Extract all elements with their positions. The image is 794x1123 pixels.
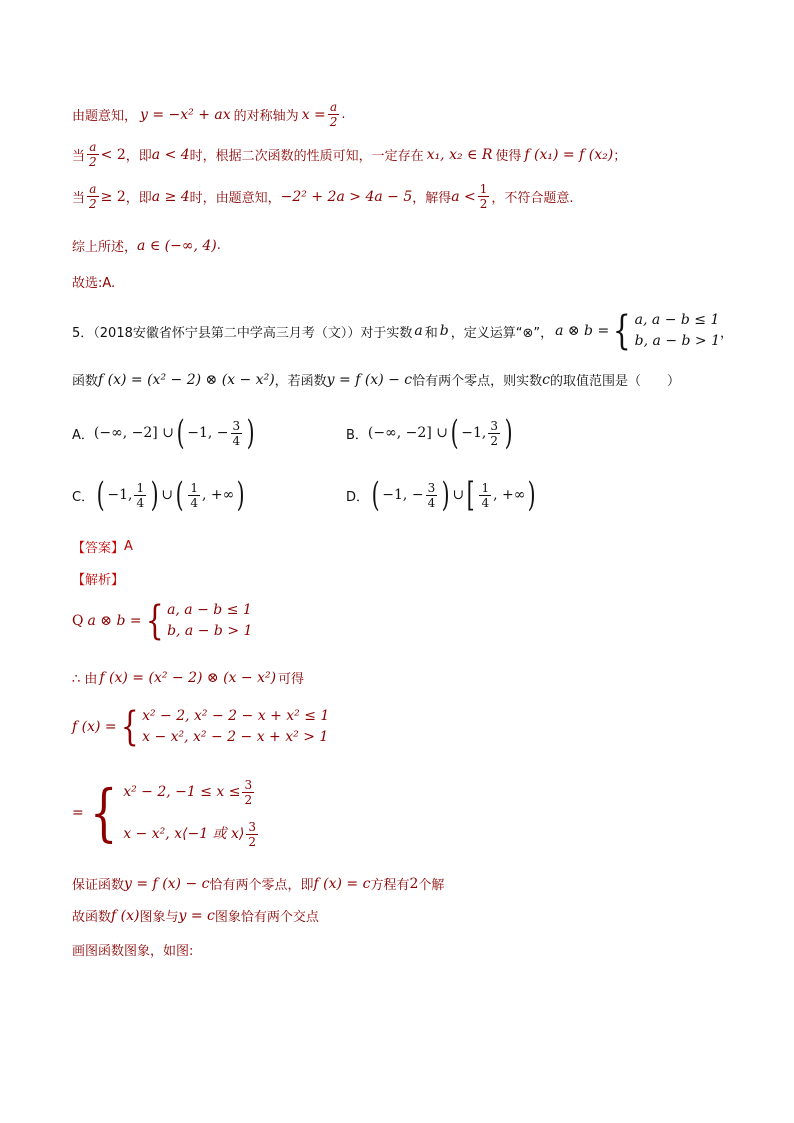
text: 故函数 bbox=[72, 910, 112, 925]
denominator: 4 bbox=[232, 433, 241, 448]
numerator: 1 bbox=[479, 182, 488, 196]
answer-line bbox=[72, 537, 133, 556]
text: . bbox=[216, 238, 221, 253]
math: −1, bbox=[107, 487, 133, 503]
math: x₁, x₂ ∈ R bbox=[426, 146, 493, 163]
option-d[interactable] bbox=[346, 475, 539, 515]
math: , +∞ bbox=[201, 487, 235, 503]
because-symbol: Q bbox=[72, 613, 84, 629]
numerator: 3 bbox=[427, 480, 436, 495]
denominator: 2 bbox=[490, 433, 498, 448]
case: b, a − b > 1 bbox=[167, 623, 253, 639]
case bbox=[123, 774, 260, 810]
option-a[interactable] bbox=[72, 413, 257, 453]
fraction bbox=[134, 481, 146, 510]
math: a bbox=[414, 323, 423, 339]
math: ∪ bbox=[452, 487, 465, 503]
denominator: 4 bbox=[190, 495, 198, 510]
denominator: 2 bbox=[89, 155, 97, 169]
case: x − x², x² − 2 − x + x² > 1 bbox=[142, 729, 329, 745]
text: 的对称轴为 bbox=[233, 109, 299, 124]
text: 和 bbox=[424, 325, 438, 341]
option-label: D． bbox=[346, 489, 370, 505]
paren: ) bbox=[246, 413, 255, 453]
text: 的取值范围是（ ） bbox=[550, 374, 681, 389]
analysis-piecewise bbox=[72, 706, 329, 748]
option-b[interactable] bbox=[346, 413, 515, 453]
text: 方程有 bbox=[370, 878, 410, 893]
line-axis-of-symmetry bbox=[72, 100, 346, 129]
math: −1, − bbox=[382, 487, 424, 503]
numerator: a bbox=[89, 182, 97, 196]
analysis-p2 bbox=[72, 906, 319, 925]
text: ， bbox=[720, 325, 734, 341]
math: (−∞, −2] ∪ bbox=[93, 425, 174, 441]
math: a ∈ (−∞, 4) bbox=[137, 237, 217, 254]
math: b bbox=[439, 323, 449, 339]
line-conclusion bbox=[72, 236, 221, 255]
numerator: a bbox=[330, 100, 338, 114]
answer-label: 【答案】 bbox=[72, 541, 125, 556]
denominator: 2 bbox=[248, 834, 257, 849]
numerator: 1 bbox=[136, 480, 145, 495]
paren: ) bbox=[504, 413, 513, 453]
math: f (x) = c bbox=[313, 875, 371, 892]
line-choice bbox=[72, 272, 115, 291]
math: x² − 2, −1 ≤ x ≤ bbox=[123, 784, 241, 800]
analysis-p3 bbox=[72, 940, 193, 959]
question-stem bbox=[72, 310, 733, 352]
fraction bbox=[242, 778, 254, 807]
paren: ( bbox=[96, 475, 105, 515]
option-label: A． bbox=[72, 427, 94, 443]
text: 恰有两个零点，则实数 bbox=[412, 374, 543, 389]
text: 时，根据二次函数的性质可知，一定存在 bbox=[189, 149, 424, 164]
text: 函数 bbox=[72, 374, 99, 389]
math: a ⊗ b = bbox=[555, 323, 610, 339]
line-case-less bbox=[72, 140, 626, 169]
math: a < 4 bbox=[151, 146, 190, 163]
fraction bbox=[328, 100, 340, 129]
fraction bbox=[87, 140, 99, 169]
numerator: a bbox=[89, 140, 97, 154]
brace: { bbox=[120, 704, 139, 750]
denominator: 4 bbox=[427, 495, 436, 510]
math: −1, bbox=[461, 425, 487, 441]
cases bbox=[635, 310, 720, 352]
math: −1, − bbox=[187, 425, 229, 441]
denominator: 4 bbox=[136, 495, 145, 510]
case bbox=[123, 816, 260, 852]
math: , +∞ bbox=[493, 487, 526, 503]
fraction bbox=[87, 182, 99, 211]
text: 当 bbox=[72, 191, 86, 206]
math: c bbox=[542, 371, 550, 388]
fraction bbox=[488, 419, 500, 448]
brace: { bbox=[145, 598, 164, 644]
text: 综上所述， bbox=[72, 240, 138, 255]
math: (−∞, −2] ∪ bbox=[367, 425, 448, 441]
numerator: 3 bbox=[490, 418, 498, 433]
math: a < bbox=[451, 188, 476, 205]
math: a ≥ 4 bbox=[151, 188, 190, 205]
fraction bbox=[478, 182, 490, 211]
case: b, a − b > 1 bbox=[634, 333, 720, 349]
math: f (x₁) = f (x₂) bbox=[524, 146, 614, 163]
numerator: 3 bbox=[244, 777, 253, 792]
text: ，不符合题意. bbox=[491, 191, 574, 206]
analysis-simplified bbox=[72, 774, 260, 852]
paren: ( bbox=[371, 475, 380, 515]
option-label: B． bbox=[346, 427, 368, 443]
option-c[interactable] bbox=[72, 475, 248, 515]
denominator: 2 bbox=[89, 197, 97, 211]
fraction bbox=[188, 481, 200, 510]
cases bbox=[123, 774, 260, 852]
fraction bbox=[426, 481, 438, 510]
cases bbox=[167, 600, 252, 642]
denominator: 2 bbox=[479, 197, 488, 211]
numerator: 3 bbox=[232, 418, 241, 433]
numerator: 3 bbox=[248, 819, 257, 834]
question-source: 5．（2018安徽省怀宁县第二中学高三月考（文））对于实数 bbox=[72, 325, 413, 341]
analysis-p1 bbox=[72, 874, 444, 893]
text: ，定义运算“⊗”， bbox=[450, 325, 554, 341]
analysis-heading bbox=[72, 569, 124, 588]
text: ，若函数 bbox=[274, 374, 327, 389]
text: 可得 bbox=[278, 672, 305, 687]
text: 画图函数图象，如图: bbox=[72, 944, 194, 959]
math: f (x) = (x² − 2) ⊗ (x − x²) bbox=[99, 669, 277, 686]
paren: ) bbox=[236, 475, 245, 515]
math: 2 bbox=[409, 875, 419, 892]
math: ≥ 2 bbox=[100, 188, 126, 205]
cases bbox=[142, 706, 329, 748]
text: 当 bbox=[72, 149, 86, 164]
text: ∴ 由 bbox=[72, 672, 98, 687]
analysis-definition bbox=[72, 600, 252, 642]
question-stem-2 bbox=[72, 370, 680, 389]
math: < 2 bbox=[100, 146, 126, 163]
case: a, a − b ≤ 1 bbox=[167, 602, 252, 618]
math: y = c bbox=[178, 907, 215, 924]
text: 保证函数 bbox=[72, 878, 125, 893]
math: y = −x² + ax bbox=[140, 106, 231, 123]
paren: ) bbox=[441, 475, 450, 515]
paren: [ bbox=[466, 475, 475, 515]
text: 时，由题意知， bbox=[189, 191, 281, 206]
math: a ⊗ b = bbox=[87, 613, 142, 629]
paren: ( bbox=[175, 475, 184, 515]
brace: { bbox=[89, 776, 118, 849]
equals: = bbox=[72, 805, 84, 821]
text: ，即 bbox=[125, 149, 152, 164]
text: 故选:A. bbox=[72, 276, 116, 291]
brace: { bbox=[613, 308, 631, 354]
text: 由题意知， bbox=[72, 109, 138, 124]
text: 个解 bbox=[418, 878, 445, 893]
numerator: 1 bbox=[190, 480, 198, 495]
denominator: 2 bbox=[244, 792, 253, 807]
math: f (x) = (x² − 2) ⊗ (x − x²) bbox=[98, 371, 275, 388]
text: 恰有两个零点，即 bbox=[209, 878, 314, 893]
math: f (x) = bbox=[72, 719, 117, 735]
case: x² − 2, x² − 2 − x + x² ≤ 1 bbox=[142, 708, 330, 724]
numerator: 1 bbox=[481, 480, 490, 495]
paren: ) bbox=[150, 475, 159, 515]
text: 使得 bbox=[495, 149, 522, 164]
paren: ( bbox=[176, 413, 185, 453]
math: x − x², x⟨−1 或 x⟩ bbox=[123, 826, 245, 842]
text: 图象恰有两个交点 bbox=[214, 910, 319, 925]
text: ，解得 bbox=[412, 191, 452, 206]
fraction bbox=[231, 419, 243, 448]
math: x = bbox=[301, 106, 326, 123]
answer-value: A bbox=[124, 539, 133, 554]
math: −2² + 2a > 4a − 5 bbox=[280, 188, 413, 205]
analysis-label: 【解析】 bbox=[72, 573, 125, 588]
analysis-derive bbox=[72, 668, 304, 687]
fraction bbox=[479, 481, 491, 510]
paren: ( bbox=[450, 413, 459, 453]
text: ，即 bbox=[125, 191, 152, 206]
text: ； bbox=[613, 149, 627, 164]
denominator: 4 bbox=[481, 495, 490, 510]
math: f (x) bbox=[111, 907, 140, 924]
math: y = f (x) − c bbox=[326, 371, 413, 388]
option-label: C． bbox=[72, 489, 95, 505]
text: 图象与 bbox=[139, 910, 179, 925]
line-case-greater bbox=[72, 182, 574, 211]
math: ∪ bbox=[161, 487, 174, 503]
paren: ) bbox=[528, 475, 537, 515]
math: y = f (x) − c bbox=[124, 875, 210, 892]
denominator: 2 bbox=[329, 115, 338, 129]
fraction bbox=[246, 820, 258, 849]
case: a, a − b ≤ 1 bbox=[634, 312, 720, 328]
text: . bbox=[341, 107, 346, 122]
